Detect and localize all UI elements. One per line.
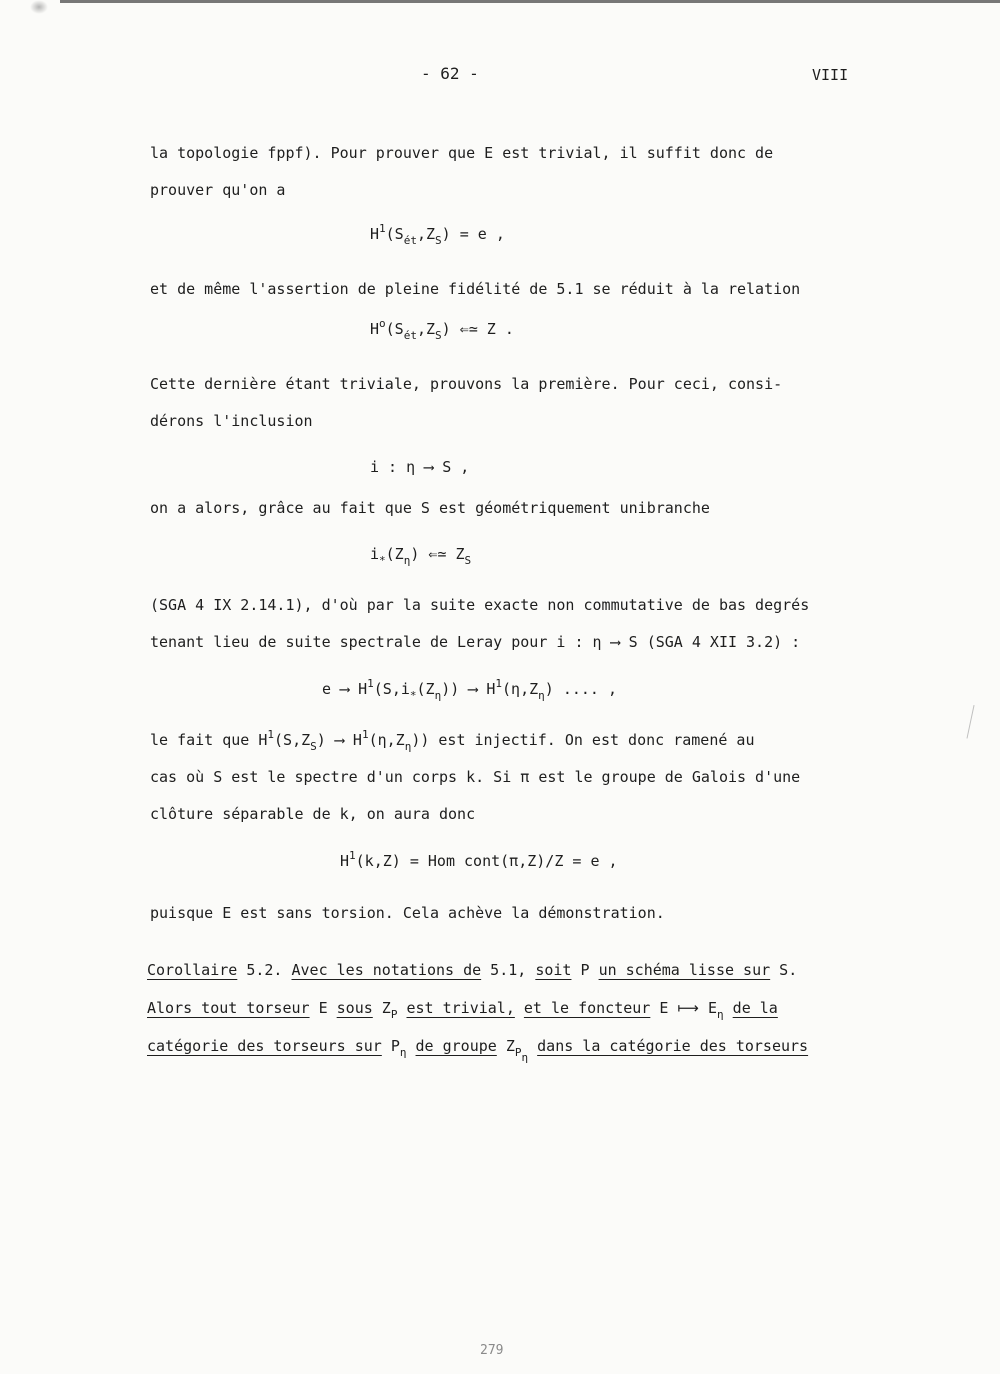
chapter-label: VIII	[812, 66, 849, 84]
leray-paragraph: (SGA 4 IX 2.14.1), d'où par la suite exacte non commutative de bas degrés tenant lieu de suite spectrale de Leray pour i : η ⟶ S (SGA 4 XII 3.2) :	[150, 596, 810, 651]
equation-inclusion: i : η ⟶ S ,	[370, 458, 470, 476]
page-number: - 62 -	[421, 64, 479, 83]
equation-h0-etale: $H^o(S_{ét},Z_S)$ ⇐≃ Z .	[370, 317, 514, 342]
equation-pushforward: $i_*(Z_\eta)$ ⇐≃ $Z_S$	[370, 545, 472, 567]
equation-exact-sequence: e ⟶ $H^1(S,i_*(Z_\eta))$ ⟶ $H^1(\eta,Z_\eta)$ .... ,	[322, 677, 618, 702]
corollary-5-2	[147, 951, 877, 1065]
intro-line-1: la topologie fppf). Pour prouver que E est trivial, il suffit donc de	[150, 144, 774, 162]
equation-galois-cohomology: $H^1(k,Z)$ = Hom cont(π,Z)/Z = e ,	[340, 849, 618, 870]
scan-top-rule	[60, 0, 1000, 3]
conclusion-paragraph: puisque E est sans torsion. Cela achève la démonstration.	[150, 904, 665, 922]
injective-paragraph: le fait que $H^1(S,Z_S)$ ⟶ $H^1(\eta,Z_\eta)$) est injectif. On est donc ramené au cas où S est le spectre d'un corps k. Si π est le groupe de Galois d'une clôture séparable de k, on aura donc	[150, 722, 870, 833]
scan-speck	[30, 0, 48, 14]
intro-paragraph	[150, 135, 870, 209]
footer-page-number: 279	[480, 1343, 504, 1358]
full-faithfulness-paragraph: et de même l'assertion de pleine fidélité de 5.1 se réduit à la relation	[150, 280, 801, 298]
injective-line-1: le fait que $H^1(S,Z_S)$ ⟶ $H^1(\eta,Z_\eta)$) est injectif. On est donc ramené au	[150, 728, 755, 753]
corollary-line-1: Corollaire 5.2. Avec les notations de 5.1, soit P un schéma lisse sur S.	[147, 961, 798, 979]
scan-margin-mark	[966, 705, 976, 739]
intro-line-2: prouver qu'on a	[150, 181, 286, 199]
unibranch-paragraph: on a alors, grâce au fait que S est géométriquement unibranche	[150, 499, 710, 517]
corollary-line-2: Alors tout torseur E sous $Z_P$ est trivial, et le foncteur E ⟼ $E_\eta$ de la	[147, 999, 778, 1021]
equation-h1-etale: $H^1(S_{ét},Z_S) = e$ ,	[370, 222, 505, 247]
corollary-line-3: catégorie des torseurs sur $P_\eta$ de groupe $Z_{P_\eta}$ dans la catégorie des torseurs	[147, 1037, 809, 1064]
proof-paragraph: Cette dernière étant triviale, prouvons la première. Pour ceci, consi- dérons l'inclusion	[150, 375, 783, 430]
